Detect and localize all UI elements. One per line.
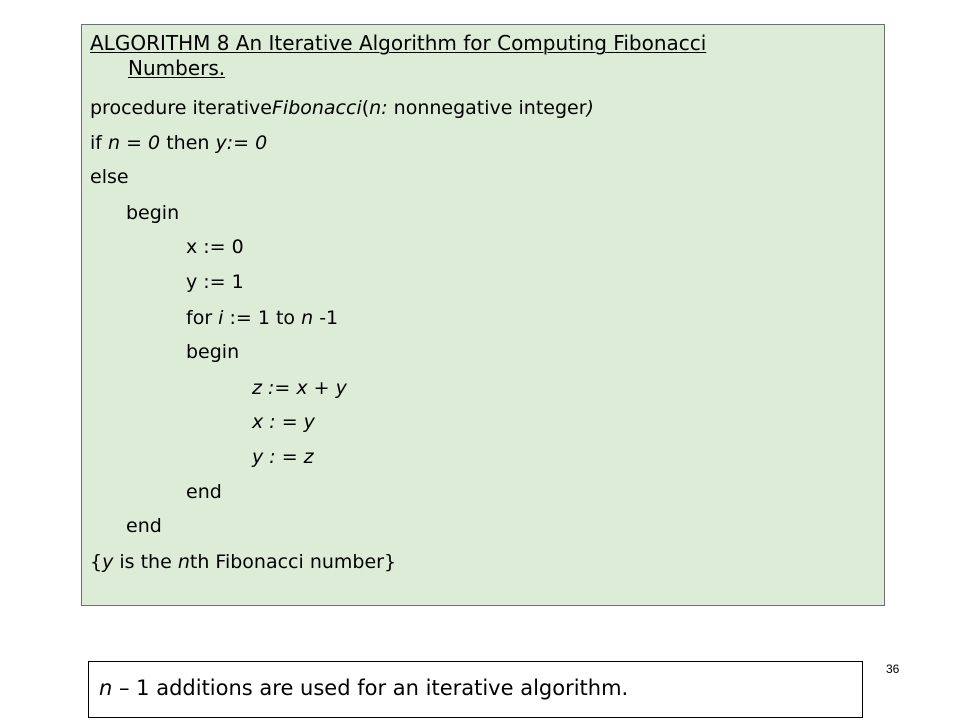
procedure-keyword: procedure iterative — [90, 97, 272, 119]
if-condition: n = 0 — [108, 132, 161, 154]
for-keyword: for — [186, 307, 219, 329]
algorithm-box — [81, 24, 885, 606]
procedure-param: n: — [369, 97, 388, 119]
z-assign-text: z := x + y — [252, 377, 347, 399]
comment-tail: th Fibonacci number} — [189, 551, 397, 573]
summary-text — [99, 674, 628, 702]
comment-open: { — [90, 551, 103, 573]
procedure-line — [90, 96, 594, 120]
summary-box — [88, 661, 863, 718]
if-keyword: if — [90, 132, 109, 154]
else-keyword: else — [90, 166, 129, 188]
if-statement: y:= 0 — [215, 132, 268, 154]
x-init-statement: x := 0 — [186, 236, 244, 258]
for-line — [186, 306, 338, 330]
comment-var-y: y — [102, 551, 114, 573]
for-bound: n — [301, 307, 314, 329]
outer-begin: begin — [126, 202, 180, 224]
page-number: 36 — [886, 662, 900, 676]
for-range: := 1 to — [223, 307, 302, 329]
for-bound-tail: -1 — [313, 307, 339, 329]
comment-mid: is the — [113, 551, 178, 573]
y-init-statement: y := 1 — [186, 271, 244, 293]
procedure-name: Fibonacci — [271, 97, 362, 119]
comment-var-n: n — [177, 551, 190, 573]
procedure-param-type: nonnegative integer — [387, 97, 587, 119]
if-line — [90, 131, 267, 155]
x-assign-text: x : = y — [252, 411, 315, 433]
algorithm-title-line1: ALGORITHM 8 An Iterative Algorithm for Computing Fibonacci — [90, 31, 707, 55]
result-comment — [90, 550, 396, 574]
outer-end: end — [126, 515, 162, 537]
inner-end: end — [186, 481, 222, 503]
summary-sentence: – 1 additions are used for an iterative algorithm. — [112, 676, 629, 700]
inner-begin: begin — [186, 341, 240, 363]
y-assign-statement — [252, 445, 314, 469]
y-assign-text: y : = z — [252, 446, 314, 468]
x-assign-statement — [252, 410, 315, 434]
algorithm-title — [90, 31, 815, 81]
z-assign-statement — [252, 376, 347, 400]
procedure-open-paren: ( — [361, 97, 370, 119]
summary-var: n — [99, 676, 113, 700]
then-keyword: then — [160, 132, 216, 154]
for-variable: i — [218, 307, 224, 329]
procedure-close-paren: ) — [586, 97, 594, 119]
algorithm-title-line2: Numbers. — [128, 56, 226, 80]
